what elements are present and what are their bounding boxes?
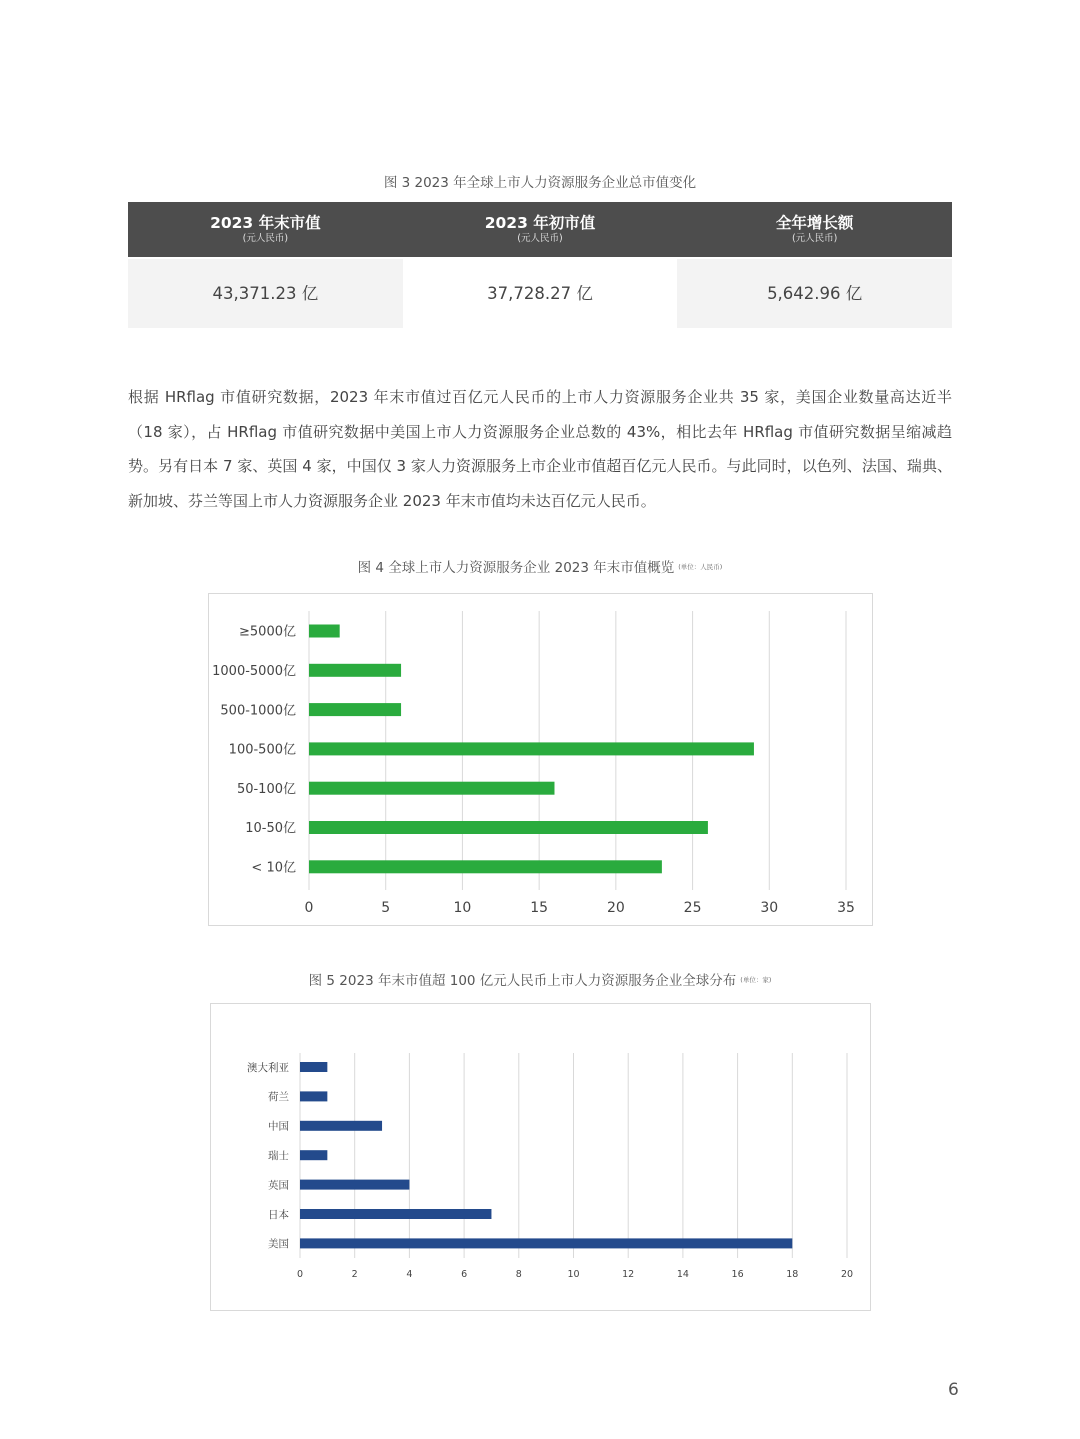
header-title: 2023 年初市值: [484, 214, 596, 232]
value-year-end: 43,371.23 亿: [128, 259, 403, 328]
category-label: 美国: [268, 1238, 289, 1251]
x-tick-label: 14: [676, 1269, 689, 1280]
x-tick-label: 4: [406, 1269, 413, 1280]
category-label: 瑞士: [268, 1149, 289, 1162]
category-label: 100-500亿: [228, 742, 296, 758]
bar: [309, 860, 662, 873]
table-header: [128, 202, 952, 257]
figure-5-title: 图 5 2023 年末市值超 100 亿元人民币上市人力资源服务企业全球分布: [308, 973, 737, 989]
header-unit: (元人民币): [242, 233, 289, 244]
figure-4-unit: (单位：人民币): [678, 563, 723, 571]
x-tick-label: 8: [515, 1269, 522, 1280]
category-label: < 10亿: [251, 860, 296, 876]
figure-4-caption: [0, 556, 1080, 576]
header-cell-year-start: [403, 202, 678, 257]
category-label: 荷兰: [268, 1091, 289, 1104]
bar: [309, 742, 754, 755]
page-number: 6: [948, 1380, 959, 1400]
bar: [300, 1209, 491, 1219]
x-tick-label: 20: [840, 1269, 854, 1280]
figure-4-title: 图 4 全球上市人力资源服务企业 2023 年末市值概览: [357, 560, 675, 576]
x-tick-label: 10: [567, 1269, 580, 1280]
table-row: [128, 259, 952, 328]
x-tick-label: 0: [304, 900, 314, 916]
x-tick-label: 6: [461, 1269, 468, 1280]
category-label: 10-50亿: [245, 821, 296, 837]
x-tick-label: 25: [683, 900, 702, 916]
x-tick-label: 10: [453, 900, 472, 916]
bar: [309, 703, 401, 716]
category-label: 日本: [268, 1208, 289, 1221]
header-cell-growth: [677, 202, 952, 257]
x-tick-label: 5: [381, 900, 391, 916]
country-distribution-chart: [210, 1003, 871, 1311]
market-value-chart-svg: [209, 594, 872, 925]
market-value-table: [128, 202, 952, 328]
x-tick-label: 15: [530, 900, 549, 916]
market-value-distribution-chart: [208, 593, 873, 926]
bar: [309, 782, 554, 795]
bar: [300, 1180, 409, 1190]
country-chart-svg: [211, 1004, 870, 1310]
figure-5-unit: (单位：家): [740, 976, 772, 984]
category-label: ≥5000亿: [239, 624, 296, 640]
x-tick-label: 30: [760, 900, 779, 916]
figure-3-caption: 图 3 2023 年全球上市人力资源服务企业总市值变化: [383, 175, 697, 191]
bar: [300, 1062, 327, 1072]
category-label: 500-1000亿: [220, 703, 296, 719]
header-unit: (元人民币): [791, 233, 838, 244]
x-tick-label: 18: [786, 1269, 799, 1280]
value-growth: 5,642.96 亿: [677, 259, 952, 328]
category-label: 中国: [268, 1120, 289, 1133]
bar: [309, 821, 708, 834]
category-label: 澳大利亚: [247, 1061, 289, 1074]
x-tick-label: 12: [622, 1269, 635, 1280]
header-title: 全年增长额: [775, 214, 854, 232]
category-label: 英国: [268, 1179, 289, 1192]
header-unit: (元人民币): [517, 233, 563, 244]
value-year-start: 37,728.27 亿: [487, 284, 593, 303]
header-title: 2023 年末市值: [210, 214, 321, 232]
header-cell-year-end: [128, 202, 403, 257]
bar: [300, 1121, 382, 1131]
figure-5-caption: [0, 969, 1080, 989]
bar: [300, 1238, 792, 1248]
body-paragraph: 根据 HRflag 市值研究数据，2023 年末市值过百亿元人民币的上市人力资源服务企业共 35 家，美国企业数量高达近半（18 家），占 HRflag 市值研究数据中美国上市人力资源服务企业总数的 43%，相比去年 HRflag 市值研究数据呈缩减趋势。另有日本 7 家、英国 4 家，中国仅 3 家人力资源服务上市企业市值超百亿元人民币。与此同时，以色列、法国、瑞典、新加坡、芬兰等国上市人力资源服务企业 2023 年末市值均未达百亿元人民币。: [128, 388, 952, 510]
x-tick-label: 35: [837, 900, 855, 916]
x-tick-label: 20: [606, 900, 625, 916]
bar: [300, 1150, 327, 1160]
category-label: 50-100亿: [236, 781, 296, 797]
category-label: 1000-5000亿: [212, 663, 296, 679]
x-tick-label: 2: [351, 1269, 358, 1280]
bar: [300, 1091, 327, 1101]
x-tick-label: 16: [731, 1269, 744, 1280]
bar: [309, 625, 340, 638]
bar: [309, 664, 401, 677]
x-tick-label: 0: [296, 1269, 304, 1280]
